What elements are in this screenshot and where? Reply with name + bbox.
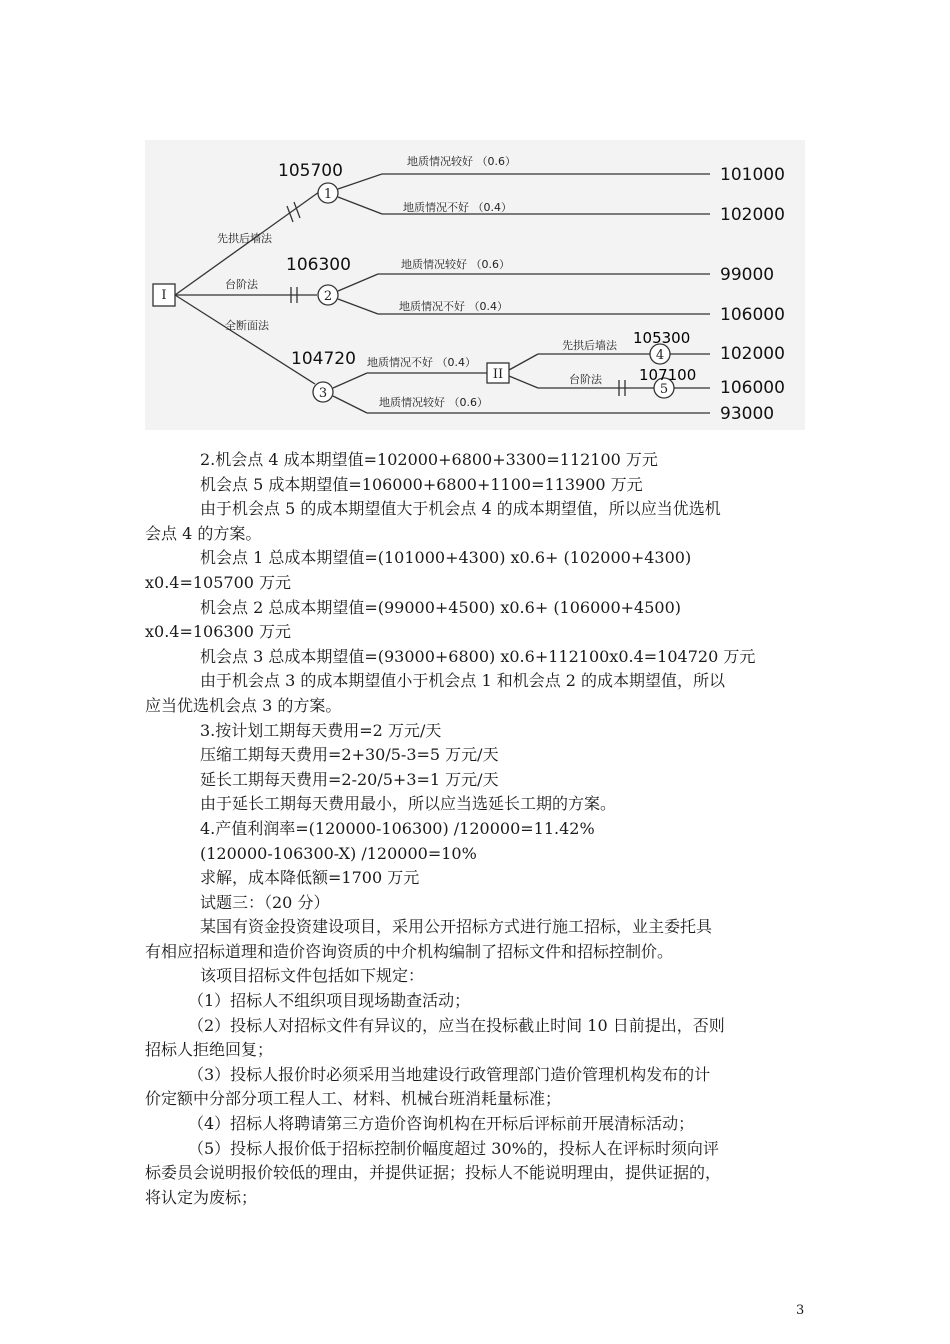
text-line: 3.按计划工期每天费用=2 万元/天	[200, 720, 442, 740]
text-line: 由于机会点 3 的成本期望值小于机会点 1 和机会点 2 的成本期望值，所以	[200, 671, 726, 691]
label-method-b: 台阶法	[225, 278, 258, 291]
node-2-value: 106300	[286, 255, 351, 275]
decision-tree-diagram	[145, 140, 805, 430]
text-line: 机会点 1 总成本期望值=(101000+4300) x0.6+ (102000+4300)	[200, 548, 692, 568]
branch-n2-good-a	[338, 274, 378, 291]
node-5-value: 107100	[639, 366, 697, 384]
label-n3-good: 地质情况较好 （0.6）	[379, 396, 488, 409]
branch-n3-good-a	[333, 396, 367, 413]
label-n3-bad: 地质情况不好 （0.4）	[367, 356, 476, 369]
page-number: 3	[796, 1303, 805, 1318]
list-item: （1）招标人不组织项目现场勘查活动；	[188, 991, 471, 1011]
outcome-2: 102000	[720, 205, 785, 225]
branch-n1-good-a	[338, 174, 382, 189]
text-line: 机会点 5 成本期望值=106000+6800+1100=113900 万元	[200, 474, 643, 494]
list-item: （5）投标人报价低于招标控制价幅度超过 30%的，投标人在评标时须向评	[188, 1138, 719, 1158]
decision-node-2-label: II	[492, 367, 504, 382]
text-line: 价定额中分部分项工程人工、材料、机械台班消耗量标准；	[145, 1089, 562, 1109]
chance-node-1-label: 1	[323, 187, 333, 202]
branch-n1-bad-a	[338, 197, 382, 214]
text-line: 机会点 2 总成本期望值=(99000+4500) x0.6+ (106000+4500)	[200, 597, 682, 617]
text-line: 将认定为废标；	[145, 1187, 258, 1207]
node-4-value: 105300	[633, 329, 691, 347]
outcome-3: 99000	[720, 265, 775, 285]
decision-node-1-label: I	[161, 288, 167, 303]
text-line: 标委员会说明报价较低的理由，并提供证据；投标人不能说明理由，提供证据的，	[145, 1163, 722, 1183]
text-line: 由于机会点 5 的成本期望值大于机会点 4 的成本期望值，所以应当优选机	[200, 499, 721, 519]
node-1-value: 105700	[278, 161, 343, 181]
text-line: 某国有资金投资建设项目，采用公开招标方式进行施工招标，业主委托具	[200, 917, 713, 937]
text-line: 应当优选机会点 3 的方案。	[145, 695, 342, 715]
outcome-5: 102000	[720, 344, 785, 364]
text-line: x0.4=105700 万元	[145, 572, 292, 592]
node-3-value: 104720	[291, 349, 356, 369]
branch-ii-b-a	[509, 376, 538, 388]
outcome-7: 93000	[720, 404, 775, 424]
text-line: (120000-106300-X) /120000=10%	[200, 843, 477, 863]
text-line: 会点 4 的方案。	[145, 523, 262, 543]
text-line: 延长工期每天费用=2-20/5+3=1 万元/天	[200, 769, 499, 789]
label-ii-a: 先拱后墙法	[562, 339, 617, 352]
text-line: 4.产值利润率=(120000-106300) /120000=11.42%	[200, 818, 595, 838]
list-item: （4）招标人将聘请第三方造价咨询机构在开标后评标前开展清标活动；	[188, 1114, 695, 1134]
text-line: 该项目招标文件包括如下规定：	[200, 966, 425, 986]
text-line: 求解，成本降低额=1700 万元	[200, 868, 420, 888]
list-item: （3）投标人报价时必须采用当地建设行政管理部门造价管理机构发布的计	[188, 1064, 711, 1084]
text-line: 2.机会点 4 成本期望值=102000+6800+3300=112100 万元	[200, 450, 658, 469]
label-method-c: 全断面法	[225, 319, 269, 332]
text-line: 机会点 3 总成本期望值=(93000+6800) x0.6+112100x0.4=104720 万元	[200, 646, 756, 666]
branch-n2-bad-a	[338, 299, 378, 314]
label-n1-bad: 地质情况不好 （0.4）	[403, 201, 512, 214]
text-line: 由于延长工期每天费用最小，所以应当选延长工期的方案。	[200, 794, 617, 814]
branch-method-c	[175, 295, 315, 384]
decision-tree-svg	[145, 140, 805, 430]
branch-n3-bad-a	[333, 373, 367, 388]
document-body	[145, 448, 810, 1210]
label-method-a: 先拱后墙法	[217, 232, 272, 245]
text-line: x0.4=106300 万元	[145, 622, 292, 642]
outcome-4: 106000	[720, 305, 785, 325]
label-ii-b: 台阶法	[569, 373, 602, 386]
chance-node-2-label: 2	[323, 289, 333, 304]
section-heading: 试题三：（20 分）	[200, 892, 330, 912]
label-n1-good: 地质情况较好 （0.6）	[407, 155, 516, 168]
chance-node-4-label: 4	[655, 348, 665, 363]
list-item: （2）投标人对招标文件有异议的，应当在投标截止时间 10 日前提出，否则	[188, 1015, 725, 1035]
label-n2-good: 地质情况较好 （0.6）	[401, 258, 510, 271]
chance-node-3-label: 3	[318, 386, 328, 401]
chance-node-5-label: 5	[659, 382, 669, 397]
outcome-6: 106000	[720, 378, 785, 398]
text-line: 压缩工期每天费用=2+30/5-3=5 万元/天	[200, 745, 499, 765]
branch-ii-a-a	[509, 354, 538, 370]
outcome-1: 101000	[720, 165, 785, 185]
text-line: 招标人拒绝回复；	[145, 1040, 274, 1060]
label-n2-bad: 地质情况不好 （0.4）	[399, 300, 508, 313]
text-line: 有相应招标道理和造价咨询资质的中介机构编制了招标文件和招标控制价。	[145, 941, 674, 961]
